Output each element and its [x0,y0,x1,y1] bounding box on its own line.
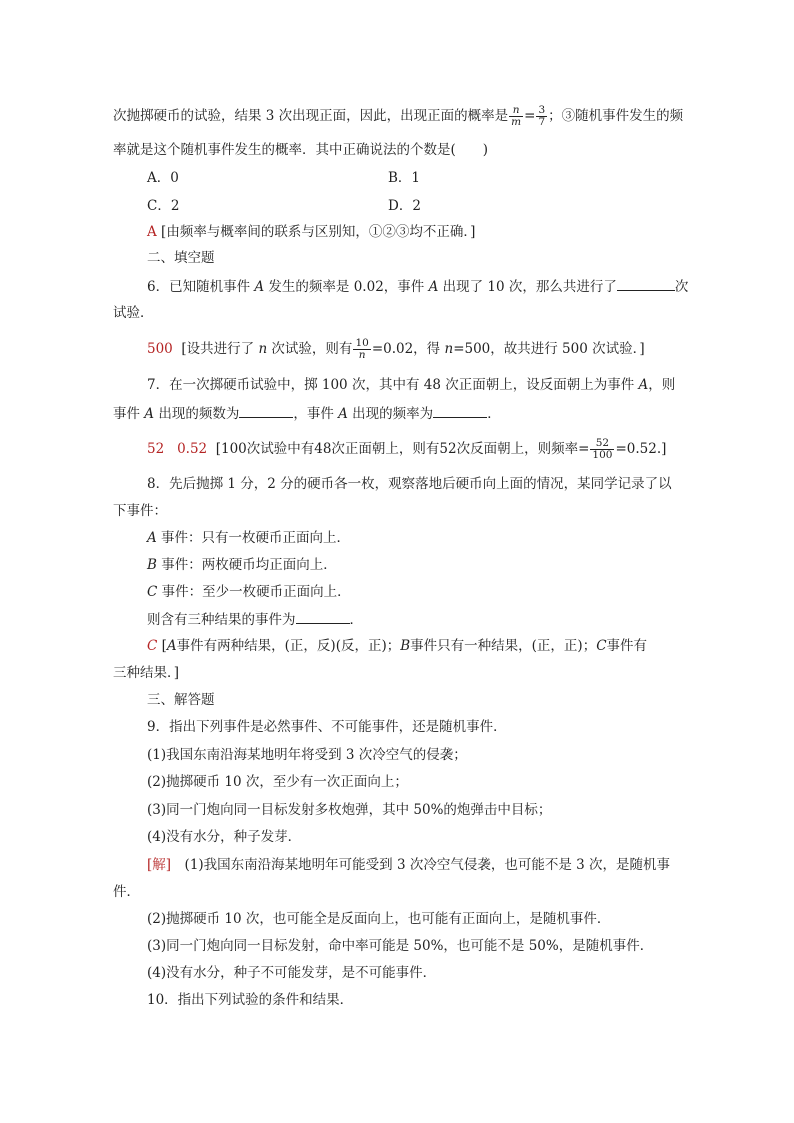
q5-answer-line [147,222,475,242]
q9-sub-3: (3)同一门炮向同一目标发射多枚炮弹，其中 50%的炮弹击中目标； [147,802,552,818]
q8-event-a: A 事件：只有一枚硬币正面向上． [147,530,351,546]
solution-label: [解] [147,857,172,873]
q7-line1: 7．在一次掷硬币试验中，掷 100 次，其中有 48 次正面朝上，设反面朝上为事件 A，则 [147,377,676,393]
q6-answer: 500 [147,341,173,357]
q9-solution-2: (2)抛掷硬币 10 次，也可能全是反面向上，也可能有正面向上，是随机事件． [147,911,611,927]
q9-sub-1: (1)我国东南沿海某地明年将受到 3 次冷空气的侵袭； [147,747,467,763]
q9-sub-2: (2)抛掷硬币 10 次，至少有一次正面向上； [147,774,408,790]
q7-line2: 事件 A 出现的频数为 ，事件 A 出现的频率为 ． [113,403,501,424]
q8-question: 则含有三种结果的事件为 ． [147,609,363,630]
q7-answer-2: 0.52 [177,441,208,457]
q5-line1-text: 次抛掷硬币的试验，结果 3 次出现正面，因此，出现正面的概率是 [113,108,509,124]
section-solve-title: 三、解答题 [147,692,215,708]
q8-answer-line: C [A事件有两种结果，(正，反)(反，正)；B事件只有一种结果，(正，正)；C事件有 [147,638,648,654]
fraction-52-over-100: $\frac{52}{100}$ [592,437,613,461]
q5-option-c: C．2 [147,198,180,214]
q6-blank [617,276,675,291]
q7-answer-line: 52 0.52 [100次试验中有48次正面朝上，则有52次反面朝上，则频率= $\frac{52}{100}$ =0.52.] [147,437,667,461]
q5-line1: 次抛掷硬币的试验，结果 3 次出现正面，因此，出现正面的概率是 $\frac{n}{m}$ = $\frac{3}{7}$ ；③随机事件发生的频 [113,104,684,128]
section-fill-in-title: 二、填空题 [147,250,215,266]
q6-line1: 6．已知随机事件 A 发生的频率是 0.02，事件 A 出现了 10 次，那么共进行了 次 [147,276,688,297]
q5-option-a: A．0 [147,170,179,186]
q5-answer: A [147,224,157,240]
q9-sub-4: (4)没有水分，种子发芽． [147,829,302,845]
q5-option-d: D．2 [388,198,421,214]
q5-option-b: B．1 [388,170,421,186]
fraction-3-over-7: $\frac{3}{7}$ [538,104,546,128]
q8-line1: 8．先后抛掷 1 分，2 分的硬币各一枚，观察落地后硬币向上面的情况，某同学记录了以 [147,476,672,492]
q9-solution-line1: [解] (1)我国东南沿海某地明年可能受到 3 次冷空气侵袭，也可能不是 3 次，是随机事 [147,857,671,873]
q9-stem: 9．指出下列事件是必然事件、不可能事件，还是随机事件． [147,719,507,735]
q7-blank-1 [239,403,293,418]
q9-solution-line2: 件． [113,884,140,900]
q8-line2: 下事件： [113,503,167,519]
q9-solution-3: (3)同一门炮向同一目标发射，命中率可能是 50%，也可能不是 50%，是随机事件． [147,938,654,954]
fraction-10-over-n: $\frac{10}{n}$ [355,337,369,361]
q10-stem: 10．指出下列试验的条件和结果． [147,992,354,1008]
q8-event-c: C 事件：至少一枚硬币正面向上． [147,584,351,600]
q8-answer: C [147,638,158,654]
q6-line2: 试验． [113,305,154,321]
q6-answer-line: 500 [设共进行了 n 次试验，则有 $\frac{10}{n}$ =0.02，得 n=500，故共进行 500 次试验．] [147,337,645,361]
q9-solution-4: (4)没有水分，种子不可能发芽，是不可能事件． [147,965,437,981]
q8-answer-line2: 三种结果．] [113,665,180,681]
q5-explanation: [由频率与概率间的联系与区别知，①②③均不正确．] [161,224,476,240]
q8-blank [296,609,350,624]
q7-answer-1: 52 [147,441,165,457]
fraction-n-over-m: $\frac{n}{m}$ [511,104,522,128]
q5-line2: 率就是这个随机事件发生的概率．其中正确说法的个数是( ) [113,142,489,158]
q7-blank-2 [433,403,487,418]
q8-event-b: B 事件：两枚硬币均正面向上． [147,557,337,573]
